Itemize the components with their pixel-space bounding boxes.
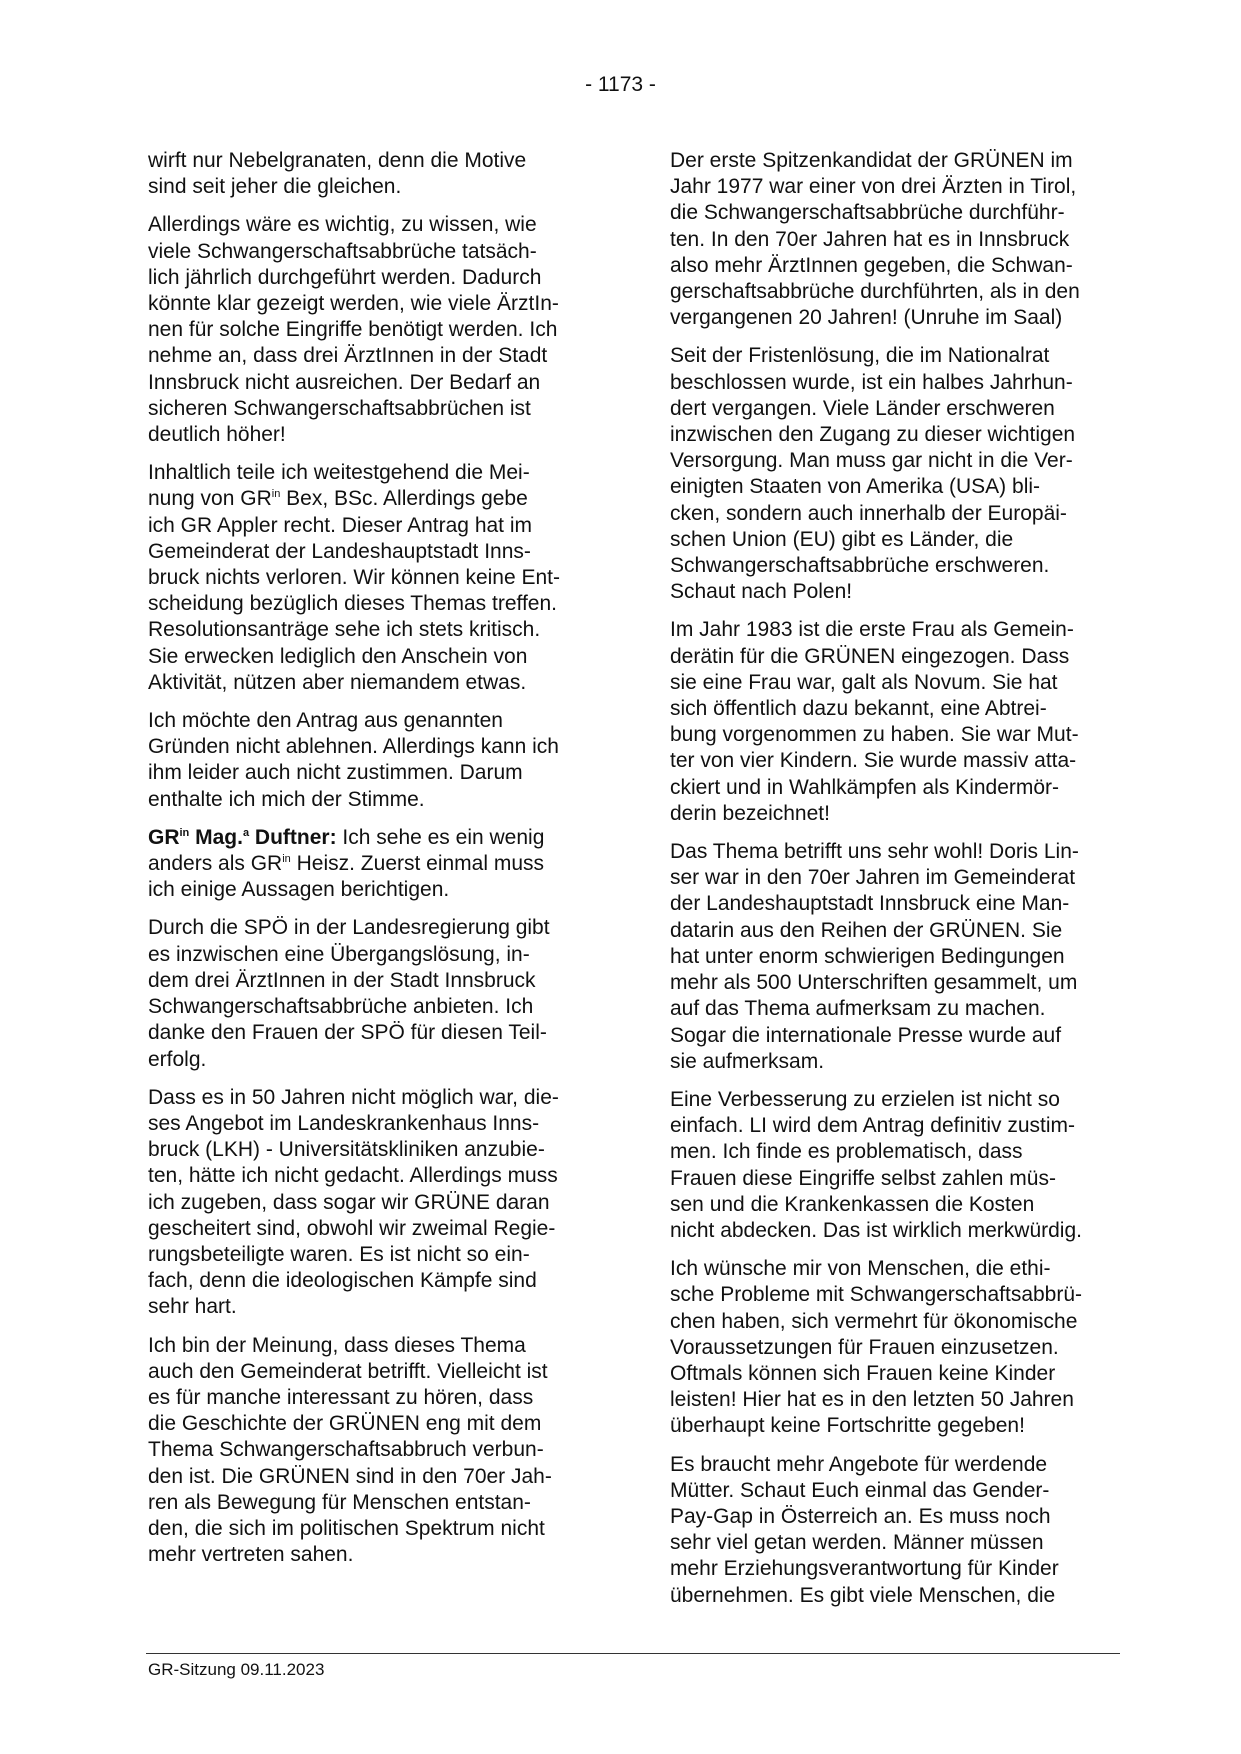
text-line: übernehmen. Es gibt viele Menschen, die — [670, 1583, 1056, 1607]
text-line: Thema Schwangerschaftsabbruch verbun- — [148, 1438, 544, 1462]
text-line: sie eine Frau war, galt als Novum. Sie hat — [670, 670, 1058, 694]
text-segment: nung von GR — [148, 487, 272, 511]
text-line: sehr viel getan werden. Männer müssen — [670, 1531, 1044, 1555]
text-line: Versorgung. Man muss gar nicht in die Ver- — [670, 449, 1073, 473]
text-line: chen haben, sich vermehrt für ökonomische — [670, 1309, 1078, 1333]
text-line: ich zugeben, dass sogar wir GRÜNE daran — [148, 1190, 550, 1214]
text-line: nicht abdecken. Das ist wirklich merkwürdig. — [670, 1218, 1082, 1242]
text-line: erfolg. — [148, 1047, 207, 1071]
text-line: ich GR Appler recht. Dieser Antrag hat im — [148, 513, 532, 537]
paragraph — [148, 1333, 598, 1569]
text-line: nehme an, dass drei ÄrztInnen in der Stadt — [148, 344, 548, 368]
text-line: enthalte ich mich der Stimme. — [148, 787, 425, 811]
text-line: datarin aus den Reihen der GRÜNEN. Sie — [670, 918, 1063, 942]
text-line: derin bezeichnet! — [670, 801, 830, 825]
text-line: Sogar die internationale Presse wurde auf — [670, 1023, 1062, 1047]
text-line: ihm leider auch nicht zustimmen. Darum — [148, 761, 523, 785]
text-line: den ist. Die GRÜNEN sind in den 70er Jah- — [148, 1464, 552, 1488]
text-line: hat unter enorm schwierigen Bedingungen — [670, 944, 1065, 968]
text-line: sich öffentlich dazu bekannt, eine Abtrei- — [670, 697, 1047, 721]
text-line: Frauen diese Eingriffe selbst zahlen müs- — [670, 1166, 1056, 1190]
text-line: mehr als 500 Unterschriften gesammelt, um — [670, 971, 1078, 995]
text-line: Mütter. Schaut Euch einmal das Gender- — [670, 1478, 1050, 1502]
text-line: sche Probleme mit Schwangerschaftsabbrü- — [670, 1283, 1083, 1307]
page-number: - 1173 - — [585, 73, 656, 96]
text-line: Es braucht mehr Angebote für werdende — [670, 1452, 1048, 1476]
text-line: ten. In den 70er Jahren hat es in Innsbruck — [670, 227, 1070, 251]
text-line: cken, sondern auch innerhalb der Europäi- — [670, 501, 1067, 525]
text-line: Gemeinderat der Landeshauptstadt Inns- — [148, 539, 531, 563]
speaker-title: Mag. — [189, 825, 243, 849]
text-segment: anders als GR — [148, 852, 283, 876]
text-line: schen Union (EU) gibt es Länder, die — [670, 527, 1014, 551]
paragraph — [148, 212, 598, 448]
text-line: sehr hart. — [148, 1295, 237, 1319]
text-line: sen und die Krankenkassen die Kosten — [670, 1192, 1035, 1216]
paragraph — [670, 148, 1120, 331]
text-line: men. Ich finde es problematisch, dass — [670, 1140, 1023, 1164]
text-line: Seit der Fristenlösung, die im Nationalrat — [670, 344, 1050, 368]
text-line: lich jährlich durchgeführt werden. Dadurch — [148, 265, 542, 289]
text-line: einigten Staaten von Amerika (USA) bli- — [670, 475, 1041, 499]
text-line: Ich wünsche mir von Menschen, die ethi- — [670, 1257, 1051, 1281]
right-column — [670, 148, 1120, 1621]
speaker-surname: Duftner: — [249, 825, 337, 849]
text-line: derätin für die GRÜNEN eingezogen. Dass — [670, 644, 1070, 668]
text-line: Ich möchte den Antrag aus genannten — [148, 709, 503, 733]
text-line — [148, 825, 598, 851]
text-line: viele Schwangerschaftsabbrüche tatsäch- — [148, 239, 537, 263]
speaker-title: GR — [148, 825, 180, 849]
text-line: ser war in den 70er Jahren im Gemeinderat — [670, 866, 1076, 890]
text-line: vergangenen 20 Jahren! (Unruhe im Saal) — [670, 306, 1063, 330]
paragraph — [670, 1087, 1120, 1244]
text-line: Jahr 1977 war einer von drei Ärzten in Tirol, — [670, 175, 1077, 199]
text-line: Der erste Spitzenkandidat der GRÜNEN im — [670, 149, 1073, 172]
text-line: ses Angebot im Landeskrankenhaus Inns- — [148, 1111, 540, 1135]
title-superscript: in — [271, 488, 281, 501]
text-line: beschlossen wurde, ist ein halbes Jahrhun- — [670, 370, 1073, 394]
text-line: Schaut nach Polen! — [670, 580, 853, 604]
footer-divider — [146, 1653, 1120, 1654]
text-line: Oftmals können sich Frauen keine Kinder — [670, 1361, 1056, 1385]
paragraph — [148, 148, 598, 200]
text-line: wirft nur Nebelgranaten, denn die Motive — [148, 149, 527, 172]
text-line: also mehr ÄrztInnen gegeben, die Schwan- — [670, 253, 1073, 277]
text-line: deutlich höher! — [148, 423, 286, 447]
text-line: Gründen nicht ablehnen. Allerdings kann ich — [148, 735, 559, 759]
text-line: dert vergangen. Viele Länder erschweren — [670, 396, 1055, 420]
text-line: Durch die SPÖ in der Landesregierung gibt — [148, 916, 550, 940]
text-line: Dass es in 50 Jahren nicht möglich war, die- — [148, 1085, 559, 1109]
text-line: Das Thema betrifft uns sehr wohl! Doris Lin- — [670, 840, 1079, 864]
text-line: sind seit jeher die gleichen. — [148, 175, 402, 199]
text-line: die Geschichte der GRÜNEN eng mit dem — [148, 1412, 542, 1436]
text-line: Schwangerschaftsabbrüche anbieten. Ich — [148, 995, 534, 1019]
text-segment: Bex, BSc. Allerdings gebe — [280, 487, 528, 511]
text-line: ich einige Aussagen berichtigen. — [148, 878, 450, 902]
title-superscript: a — [242, 826, 250, 839]
paragraph — [148, 708, 598, 813]
paragraph — [670, 1452, 1120, 1609]
title-superscript: in — [282, 853, 291, 866]
text-line: danke den Frauen der SPÖ für diesen Teil- — [148, 1021, 547, 1045]
text-line: es für manche interessant zu hören, dass — [148, 1385, 534, 1409]
text-line: bruck nichts verloren. Wir können keine Ent- — [148, 566, 561, 590]
text-line: Schwangerschaftsabbrüche erschweren. — [670, 554, 1050, 578]
text-line: bung vorgenommen zu haben. Sie war Mut- — [670, 723, 1079, 747]
text-line: leisten! Hier hat es in den letzten 50 Jahren — [670, 1388, 1074, 1412]
paragraph — [670, 1256, 1120, 1439]
text-line: fach, denn die ideologischen Kämpfe sind — [148, 1269, 537, 1293]
text-line: inzwischen den Zugang zu dieser wichtigen — [670, 423, 1076, 447]
text-line: sicheren Schwangerschaftsabbrüchen ist — [148, 396, 531, 420]
text-line: den, die sich im politischen Spektrum nicht — [148, 1516, 545, 1540]
speaker-paragraph — [148, 825, 598, 904]
text-line: Innsbruck nicht ausreichen. Der Bedarf an — [148, 370, 541, 394]
text-line: nen für solche Eingriffe benötigt werden. Ich — [148, 318, 558, 342]
text-line: ren als Bewegung für Menschen entstan- — [148, 1490, 531, 1514]
text-line: könnte klar gezeigt werden, wie viele ÄrztIn- — [148, 292, 559, 316]
text-line: es inzwischen eine Übergangslösung, in- — [148, 942, 530, 966]
text-line: auf das Thema aufmerksam zu machen. — [670, 997, 1046, 1021]
text-line: Pay-Gap in Österreich an. Es muss noch — [670, 1504, 1051, 1528]
text-line: scheidung bezüglich dieses Themas treffen. — [148, 592, 557, 616]
paragraph — [148, 915, 598, 1072]
paragraph — [148, 1085, 598, 1321]
text-line: Resolutionsanträge sehe ich stets kritisch. — [148, 618, 541, 642]
text-line: Voraussetzungen für Frauen einzusetzen. — [670, 1335, 1059, 1359]
text-line: ter von vier Kindern. Sie wurde massiv atta- — [670, 749, 1077, 773]
text-segment: Ich sehe es ein wenig — [336, 825, 545, 849]
text-line: überhaupt keine Fortschritte gegeben! — [670, 1414, 1025, 1438]
text-line: Allerdings wäre es wichtig, zu wissen, wie — [148, 213, 537, 237]
text-line: Eine Verbesserung zu erzielen ist nicht so — [670, 1087, 1060, 1111]
text-line: dem drei ÄrztInnen in der Stadt Innsbruck — [148, 968, 536, 992]
footer-session-date: GR-Sitzung 09.11.2023 — [148, 1660, 325, 1679]
text-line — [148, 851, 598, 877]
text-line: auch den Gemeinderat betrifft. Vielleicht ist — [148, 1359, 548, 1383]
text-line: ten, hätte ich nicht gedacht. Allerdings muss — [148, 1164, 558, 1188]
text-segment: Heisz. Zuerst einmal muss — [290, 852, 545, 876]
text-line: bruck (LKH) - Universitätskliniken anzubie- — [148, 1138, 545, 1162]
text-line: die Schwangerschaftsabbrüche durchführ- — [670, 201, 1065, 225]
text-line: gescheitert sind, obwohl wir zweimal Regie- — [148, 1216, 556, 1240]
paragraph — [670, 839, 1120, 1075]
paragraph — [670, 343, 1120, 605]
speaker-name — [148, 826, 337, 849]
text-line — [148, 486, 598, 512]
paragraph — [148, 460, 598, 696]
text-line: ckiert und in Wahlkämpfen als Kindermör- — [670, 775, 1060, 799]
text-line: einfach. LI wird dem Antrag definitiv zustim- — [670, 1114, 1076, 1138]
text-line: rungsbeteiligte waren. Es ist nicht so ein- — [148, 1242, 530, 1266]
text-line: mehr Erziehungsverantwortung für Kinder — [670, 1557, 1059, 1581]
text-line: sie aufmerksam. — [670, 1049, 825, 1073]
text-line: der Landeshauptstadt Innsbruck eine Man- — [670, 892, 1070, 916]
left-column — [148, 148, 598, 1580]
text-line: Im Jahr 1983 ist die erste Frau als Gemein- — [670, 618, 1074, 642]
text-line: mehr vertreten sahen. — [148, 1543, 354, 1567]
text-line: Ich bin der Meinung, dass dieses Thema — [148, 1333, 526, 1357]
text-line: gerschaftsabbrüche durchführten, als in den — [670, 280, 1080, 304]
text-line: Inhaltlich teile ich weitestgehend die Mei- — [148, 461, 530, 485]
paragraph — [670, 617, 1120, 827]
text-line: Sie erwecken lediglich den Anschein von — [148, 644, 528, 668]
text-line: Aktivität, nützen aber niemandem etwas. — [148, 670, 527, 694]
title-superscript: in — [179, 826, 190, 839]
